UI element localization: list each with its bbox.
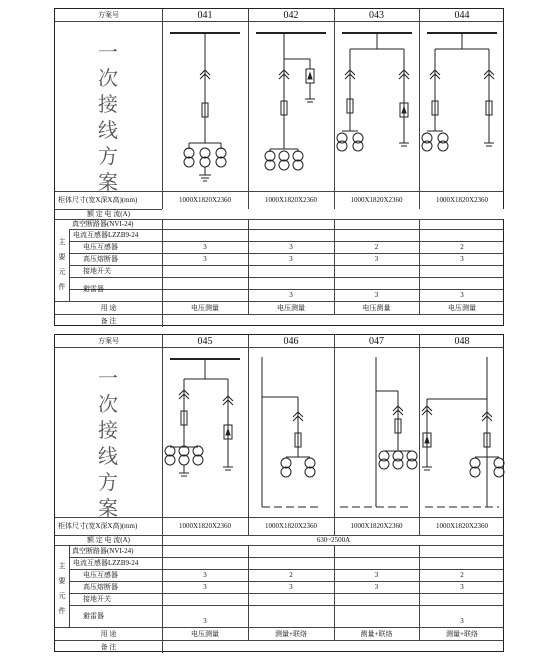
use-value: 测量+联络 [360,629,393,638]
wiring-diagram-042 [248,21,334,191]
component-value: 3 [203,617,207,625]
rated-current-value: 630~2500A [316,536,351,544]
component-value: 3 [374,255,379,263]
component-label: 真空断路器(NVI-24) [72,220,134,228]
use-value: 电压测量 [277,303,305,312]
use-value: 电压测量 [448,303,476,312]
main-components-label [57,235,67,295]
component-value: 3 [374,571,379,579]
component-value: 2 [460,571,464,579]
scheme-number-label: 方案号 [98,11,119,19]
component-label: 高压熔断器 [83,255,118,263]
scheme-number: 048 [454,335,470,347]
scheme-number: 041 [197,9,213,21]
diagram-title [96,365,120,521]
component-value: 3 [460,617,464,625]
component-value: 3 [203,243,207,251]
remark-label: 备 注 [100,316,117,325]
wiring-diagram-046 [248,347,334,517]
use-label: 用 途 [100,303,117,312]
component-value: 3 [203,255,207,263]
component-value: 3 [203,583,207,591]
diagram-title [96,39,120,195]
component-value: 3 [289,583,293,591]
component-value: 3 [460,583,464,591]
wiring-diagram-045 [162,347,248,517]
use-value: 测量+联络 [275,629,307,638]
dimension-value: 1000X1820X2360 [178,196,232,204]
component-value: 3 [460,255,464,263]
use-value: 测量+联络 [446,629,478,638]
component-value: 2 [289,571,293,579]
component-label: 真空断路器(NVI-24) [72,547,134,555]
diagram-title-text: 一次接线方案 [98,366,118,520]
dimension-value: 1000X1820X2360 [178,522,232,530]
rated-current-value [162,209,505,219]
component-label: 避雷器 [83,285,104,293]
component-label: 接地开关 [83,267,111,275]
component-value: 3 [289,291,293,299]
wiring-diagram-041 [162,21,248,191]
dimension-label: 柜体尺寸(宽X深X高)(mm) [58,522,138,530]
component-label: 电压互感器 [83,243,118,251]
rated-current-label: 额 定 电 流(A) [87,210,130,218]
scheme-number-label: 方案号 [98,337,119,345]
use-value: 电压测量 [362,303,391,312]
component-value: 2 [460,243,464,251]
component-label: 电流互感器LZZB9-24 [73,231,139,239]
dimension-label: 柜体尺寸(宽X深X高)(mm) [58,196,138,204]
wiring-diagram-048 [419,347,505,517]
scheme-number: 047 [369,335,384,347]
wiring-diagram-047 [334,347,419,517]
component-value: 3 [289,243,293,251]
dimension-value: 1000X1820X2360 [435,522,489,530]
dimension-value: 1000X1820X2360 [350,522,403,530]
dimension-value: 1000X1820X2360 [435,196,489,204]
main-components-text: 主要元件 [58,562,66,615]
component-value: 3 [203,571,207,579]
component-label: 电压互感器 [83,571,118,579]
component-label: 避雷器 [83,612,104,620]
scheme-number: 043 [369,9,384,21]
component-value: 3 [289,255,293,263]
scheme-number: 045 [197,335,213,347]
scheme-table-2 [54,334,504,652]
component-value: 2 [374,243,379,251]
use-label: 用 途 [100,629,117,638]
component-label: 高压熔断器 [83,583,118,591]
wiring-diagram-043 [334,21,419,191]
component-value: 3 [460,291,464,299]
component-value: 3 [374,583,379,591]
scheme-number: 042 [283,9,299,21]
use-value: 电压测量 [191,303,219,312]
dimension-value: 1000X1820X2360 [264,522,318,530]
component-value: 3 [374,291,379,299]
component-label: 接地开关 [83,595,111,603]
use-value: 电压测量 [191,629,219,638]
component-label: 电流互感器LZZB9-24 [73,559,139,567]
scheme-table-1 [54,8,504,326]
main-components-text: 主要元件 [58,238,66,291]
rated-current-label: 额 定 电 流(A) [87,536,130,544]
scheme-number: 044 [454,9,470,21]
dimension-value: 1000X1820X2360 [350,196,403,204]
wiring-diagram-044 [419,21,505,191]
diagram-title-text: 一次接线方案 [98,40,118,194]
remark-label: 备 注 [100,642,117,651]
scheme-number: 046 [283,335,299,347]
dimension-value: 1000X1820X2360 [264,196,318,204]
